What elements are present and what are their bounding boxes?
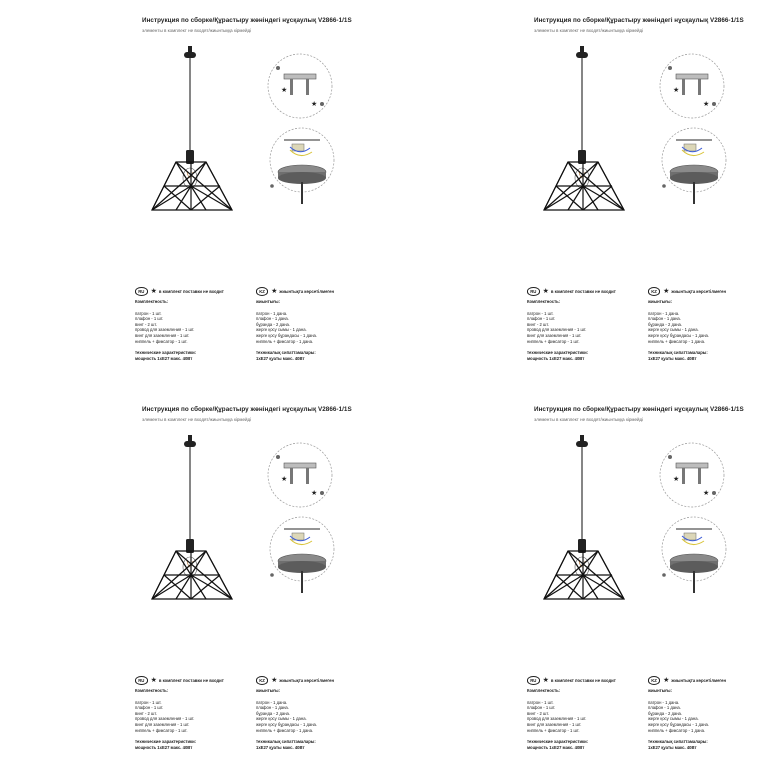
kz-note: жиынтықта көрсетілмеген: [671, 288, 727, 294]
marker-star: ★: [271, 677, 278, 684]
sheet-title: Инструкция по сборке/Құрастыру жөніндегі нұсқаулық V2866-1/1S: [534, 17, 744, 24]
ru-section-heading: Комплектность:: [135, 299, 169, 304]
kz-column: [256, 676, 376, 750]
canopy-wiring-detail: [658, 515, 730, 595]
list-item: плафон - 1 дана.: [256, 316, 289, 322]
ru-column: [527, 676, 647, 750]
kz-section-heading: жиынтығы:: [648, 299, 672, 304]
list-item: винт - 2 шт.: [135, 321, 157, 327]
list-item: ниппель + фиксатор - 1 шт.: [527, 338, 580, 344]
list-item: жерге қосу бұрандасы - 1 дана.: [648, 332, 710, 338]
kz-column: [648, 676, 767, 750]
kz-spec-value: 1xE27 қуаты макс. 40Вт: [648, 355, 697, 361]
sheet-subtitle: элементы в комплект не входят/жиынтыққа кірмейді: [142, 417, 252, 422]
sheet-subtitle: элементы в комплект не входят/жиынтыққа кірмейді: [142, 28, 252, 33]
ru-item-list: [527, 311, 647, 345]
mounting-bracket-detail: [658, 441, 726, 509]
ru-item-list: [527, 700, 647, 734]
kz-spec-value: 1xE27 қуаты макс. 40Вт: [648, 744, 697, 750]
list-item: бұранда - 2 дана.: [648, 321, 683, 327]
ru-spec-value: мощность 1xE27 макс. 40Вт: [527, 744, 585, 750]
list-item: винт - 2 шт.: [527, 710, 549, 716]
canopy-wiring-detail: [266, 126, 338, 206]
mounting-bracket-detail: [658, 52, 726, 120]
mounting-bracket-detail: [266, 52, 334, 120]
kz-section-heading: жиынтығы:: [256, 299, 280, 304]
list-item: плафон - 1 дана.: [256, 705, 289, 711]
kz-note: жиынтықта көрсетілмеген: [279, 288, 335, 294]
marker-star: ★: [150, 677, 157, 684]
list-item: провод для заземления - 1 шт.: [527, 716, 587, 722]
ru-column: [527, 287, 647, 361]
list-item: винт для заземления - 1 шт.: [527, 721, 582, 727]
list-item: ниппель + фиксатор - 1 шт.: [527, 727, 580, 733]
marker-star: ★: [673, 87, 680, 94]
list-item: провод для заземления - 1 шт.: [135, 327, 195, 333]
instruction-sheet: [400, 4, 760, 374]
sheet-title: Инструкция по сборке/Құрастыру жөніндегі нұсқаулық V2866-1/1S: [534, 406, 744, 413]
sheet-subtitle: элементы в комплект не входят/жиынтыққа кірмейді: [534, 28, 644, 33]
ru-spec-value: мощность 1xE27 макс. 40Вт: [135, 355, 193, 361]
list-item: бұранда - 2 дана.: [256, 321, 291, 327]
ru-section-heading: Комплектность:: [527, 688, 561, 693]
pendant-lamp-illustration: [540, 38, 630, 238]
marker-star: ★: [703, 490, 710, 497]
list-item: винт для заземления - 1 шт.: [527, 332, 582, 338]
pendant-lamp-illustration: [148, 38, 238, 238]
kz-language-badge: KZ: [256, 287, 268, 295]
list-item: бұранда - 2 дана.: [648, 710, 683, 716]
kz-item-list: [256, 311, 376, 345]
kz-item-list: [648, 700, 767, 734]
list-item: ниппель + фиксатор - 1 дана.: [648, 727, 706, 733]
instruction-sheet: [8, 393, 368, 763]
kz-language-badge: KZ: [648, 287, 660, 295]
ru-spec-title: технические характеристики:: [527, 739, 589, 745]
list-item: бұранда - 2 дана.: [256, 710, 291, 716]
kz-language-badge: KZ: [648, 676, 660, 684]
list-item: патрон - 1 шт.: [527, 310, 554, 316]
sheet-title: Инструкция по сборке/Құрастыру жөніндегі нұсқаулық V2866-1/1S: [142, 406, 352, 413]
list-item: патрон - 1 дана.: [256, 699, 288, 705]
list-item: жерге қосу бұрандасы - 1 дана.: [648, 721, 710, 727]
list-item: жерге қосу сымы - 1 дана.: [648, 327, 699, 333]
list-item: патрон - 1 дана.: [648, 699, 680, 705]
ru-spec-value: мощность 1xE27 макс. 40Вт: [135, 744, 193, 750]
kz-column: [648, 287, 767, 361]
ru-column: [135, 676, 255, 750]
marker-star: ★: [311, 101, 318, 108]
list-item: плафон - 1 шт.: [135, 316, 164, 322]
kz-note: жиынтықта көрсетілмеген: [671, 677, 727, 683]
marker-star: ★: [281, 87, 288, 94]
list-item: патрон - 1 шт.: [135, 310, 162, 316]
list-item: ниппель + фиксатор - 1 дана.: [256, 338, 314, 344]
sheet-subtitle: элементы в комплект не входят/жиынтыққа кірмейді: [534, 417, 644, 422]
marker-star: ★: [663, 288, 670, 295]
list-item: винт - 2 шт.: [527, 321, 549, 327]
kz-section-heading: жиынтығы:: [648, 688, 672, 693]
marker-star: ★: [150, 288, 157, 295]
ru-language-badge: RU: [135, 676, 148, 684]
kz-spec-title: техникалық сипаттамалары:: [648, 350, 708, 356]
instruction-sheet: [400, 393, 760, 763]
canopy-wiring-detail: [658, 126, 730, 206]
list-item: жерге қосу сымы - 1 дана.: [256, 327, 307, 333]
ru-note: в комплект поставки не входит: [550, 677, 616, 683]
ru-column: [135, 287, 255, 361]
list-item: провод для заземления - 1 шт.: [135, 716, 195, 722]
marker-star: ★: [271, 288, 278, 295]
ru-section-heading: Комплектность:: [527, 299, 561, 304]
pendant-lamp-illustration: [540, 427, 630, 627]
list-item: плафон - 1 шт.: [527, 705, 556, 711]
kz-spec-title: техникалық сипаттамалары:: [256, 350, 316, 356]
canopy-wiring-detail: [266, 515, 338, 595]
list-item: патрон - 1 дана.: [648, 310, 680, 316]
marker-star: ★: [703, 101, 710, 108]
list-item: ниппель + фиксатор - 1 дана.: [256, 727, 314, 733]
list-item: патрон - 1 шт.: [135, 699, 162, 705]
kz-note: жиынтықта көрсетілмеген: [279, 677, 335, 683]
list-item: ниппель + фиксатор - 1 шт.: [135, 338, 188, 344]
kz-spec-value: 1xE27 қуаты макс. 40Вт: [256, 744, 305, 750]
ru-note: в комплект поставки не входит: [550, 288, 616, 294]
ru-language-badge: RU: [527, 287, 540, 295]
instruction-sheet: [8, 4, 368, 374]
list-item: винт - 2 шт.: [135, 710, 157, 716]
list-item: плафон - 1 дана.: [648, 705, 681, 711]
kz-spec-value: 1xE27 қуаты макс. 40Вт: [256, 355, 305, 361]
marker-star: ★: [542, 677, 549, 684]
list-item: жерге қосу сымы - 1 дана.: [256, 716, 307, 722]
kz-language-badge: KZ: [256, 676, 268, 684]
kz-item-list: [256, 700, 376, 734]
ru-item-list: [135, 311, 255, 345]
list-item: плафон - 1 дана.: [648, 316, 681, 322]
kz-spec-title: техникалық сипаттамалары:: [256, 739, 316, 745]
kz-section-heading: жиынтығы:: [256, 688, 280, 693]
list-item: ниппель + фиксатор - 1 шт.: [135, 727, 188, 733]
ru-spec-title: технические характеристики:: [135, 739, 197, 745]
pendant-lamp-illustration: [148, 427, 238, 627]
list-item: жерге қосу сымы - 1 дана.: [648, 716, 699, 722]
ru-spec-value: мощность 1xE27 макс. 40Вт: [527, 355, 585, 361]
ru-note: в комплект поставки не входит: [158, 288, 224, 294]
ru-section-heading: Комплектность:: [135, 688, 169, 693]
list-item: плафон - 1 шт.: [135, 705, 164, 711]
ru-language-badge: RU: [135, 287, 148, 295]
marker-star: ★: [673, 476, 680, 483]
ru-note: в комплект поставки не входит: [158, 677, 224, 683]
marker-star: ★: [542, 288, 549, 295]
list-item: плафон - 1 шт.: [527, 316, 556, 322]
list-item: винт для заземления - 1 шт.: [135, 721, 190, 727]
ru-item-list: [135, 700, 255, 734]
ru-language-badge: RU: [527, 676, 540, 684]
kz-column: [256, 287, 376, 361]
ru-spec-title: технические характеристики:: [135, 350, 197, 356]
list-item: жерге қосу бұрандасы - 1 дана.: [256, 332, 318, 338]
list-item: жерге қосу бұрандасы - 1 дана.: [256, 721, 318, 727]
marker-star: ★: [663, 677, 670, 684]
list-item: патрон - 1 шт.: [527, 699, 554, 705]
list-item: винт для заземления - 1 шт.: [135, 332, 190, 338]
kz-item-list: [648, 311, 767, 345]
marker-star: ★: [281, 476, 288, 483]
list-item: ниппель + фиксатор - 1 дана.: [648, 338, 706, 344]
sheet-title: Инструкция по сборке/Құрастыру жөніндегі нұсқаулық V2866-1/1S: [142, 17, 352, 24]
marker-star: ★: [311, 490, 318, 497]
list-item: патрон - 1 дана.: [256, 310, 288, 316]
list-item: провод для заземления - 1 шт.: [527, 327, 587, 333]
ru-spec-title: технические характеристики:: [527, 350, 589, 356]
mounting-bracket-detail: [266, 441, 334, 509]
kz-spec-title: техникалық сипаттамалары:: [648, 739, 708, 745]
